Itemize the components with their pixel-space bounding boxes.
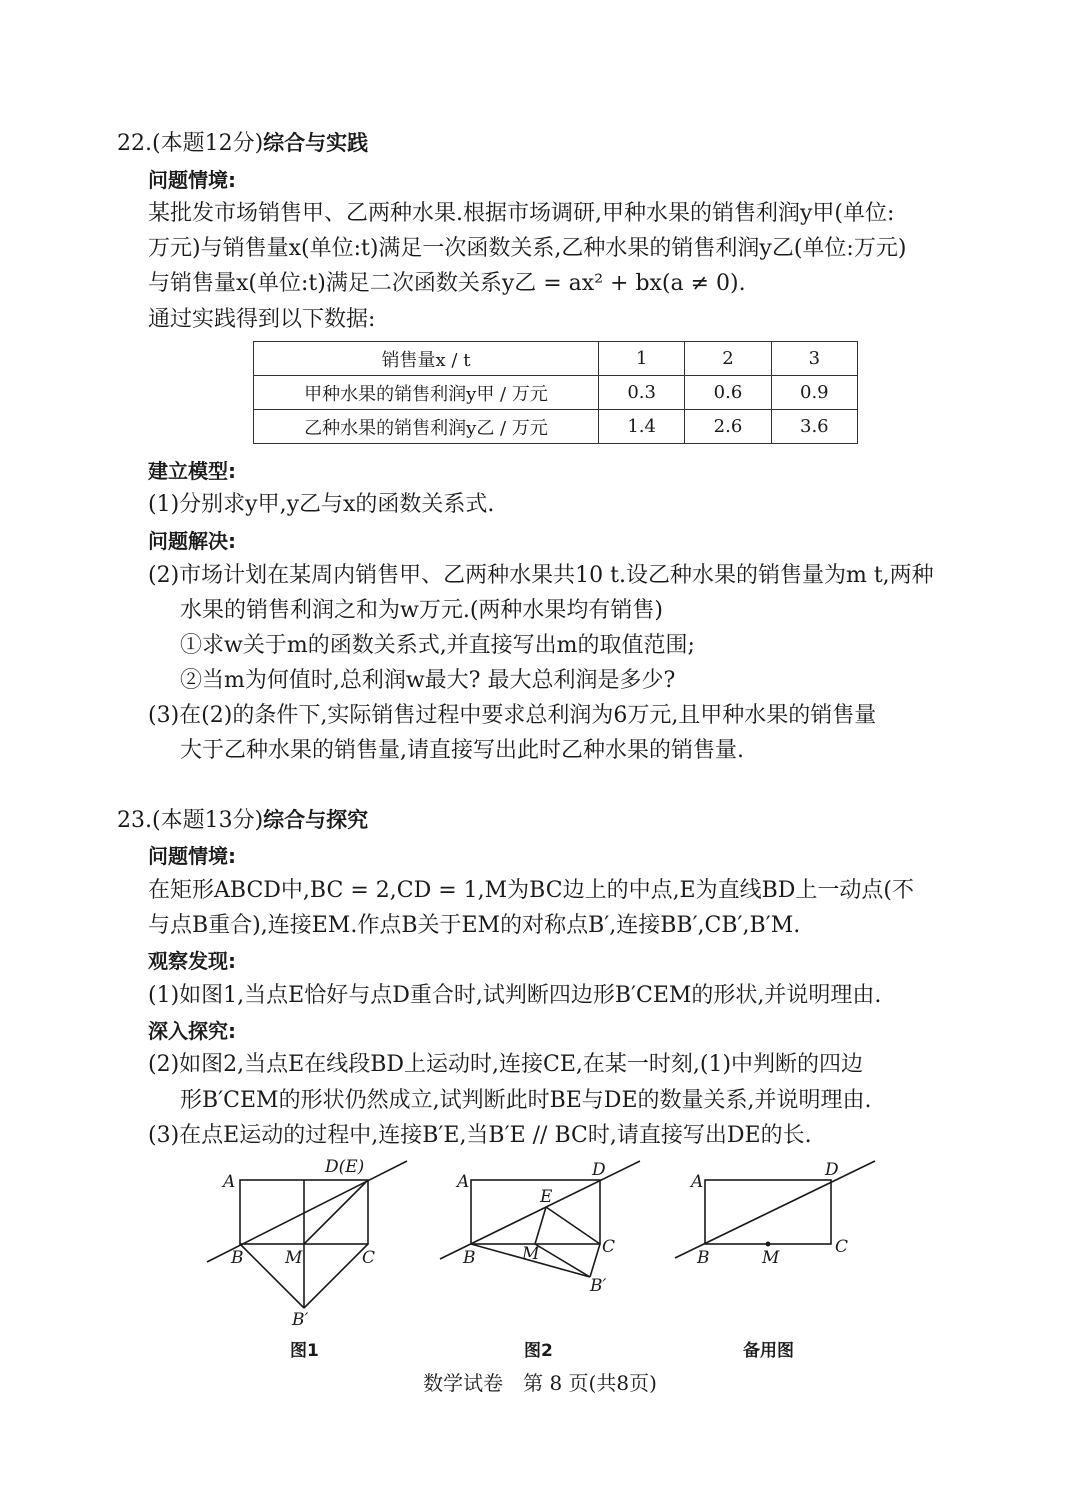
fig2-segment-em	[535, 1207, 546, 1244]
fig2-segment-cbp	[590, 1244, 600, 1277]
fig2-label-d: D	[592, 1160, 606, 1180]
q23-paragraph-1: 在矩形ABCD中,BC = 2,CD = 1,M为BC边上的中点,E为直线BD上一动点(不	[148, 878, 915, 903]
table-cell: 0.6	[685, 376, 771, 410]
q23-part-2-line-2: 形B′CEM的形状仍然成立,试判断此时BE与DE的数量关系,并说明理由.	[180, 1088, 872, 1113]
table-cell: 3.6	[771, 410, 857, 444]
table-row	[254, 342, 858, 376]
figure-3-caption: 备用图	[743, 1341, 794, 1361]
table-cell: 2	[685, 342, 771, 376]
page-footer: 数学试卷 第 8 页(共8页)	[423, 1371, 657, 1395]
q23-section-observe: 观察发现:	[148, 949, 236, 973]
figure-1-diagram	[207, 1161, 407, 1308]
q23-title: 综合与探究	[263, 808, 369, 832]
fig1-line-bd	[207, 1161, 407, 1262]
q22-part-2-line-2: 水果的销售利润之和为w万元.(两种水果均有销售)	[180, 598, 663, 623]
q22-part-1: (1)分别求y甲,y乙与x的函数关系式.	[148, 492, 495, 517]
q22-part-2-sub-1: ①求w关于m的函数关系式,并直接写出m的取值范围;	[180, 633, 695, 658]
fig1-label-m: M	[285, 1248, 303, 1268]
fig1-label-bprime: B′	[292, 1310, 309, 1330]
table-cell: 1.4	[599, 410, 685, 444]
q22-part-2-line-1: (2)市场计划在某周内销售甲、乙两种水果共10 t.设乙种水果的销售量为m t,两种	[148, 563, 934, 588]
q22-part-3-line-1: (3)在(2)的条件下,实际销售过程中要求总利润为6万元,且甲种水果的销售量	[148, 703, 877, 728]
q23-number: 23.(本题13分)	[117, 808, 264, 833]
fig3-label-d: D	[825, 1160, 839, 1180]
table-row	[254, 376, 858, 410]
q23-paragraph-2: 与点B重合),连接EM.作点B关于EM的对称点B′,连接BB′,CB′,B′M.	[148, 913, 801, 938]
q22-data-table	[253, 341, 858, 444]
figure-1-caption: 图1	[290, 1341, 319, 1361]
q22-part-3-line-2: 大于乙种水果的销售量,请直接写出此时乙种水果的销售量.	[180, 738, 744, 763]
table-cell: 甲种水果的销售利润y甲 / 万元	[254, 376, 599, 410]
table-cell: 0.3	[599, 376, 685, 410]
table-row	[254, 410, 858, 444]
fig1-segment-md	[304, 1180, 368, 1244]
fig2-label-c: C	[602, 1237, 616, 1257]
table-cell: 3	[771, 342, 857, 376]
fig2-segment-mbp	[535, 1244, 590, 1277]
q23-section-explore: 深入探究:	[148, 1019, 236, 1043]
fig2-segment-ec	[546, 1207, 600, 1244]
table-cell: 乙种水果的销售利润y乙 / 万元	[254, 410, 599, 444]
q22-paragraph-4: 通过实践得到以下数据:	[148, 307, 376, 332]
q22-section-solve: 问题解决:	[148, 529, 236, 553]
fig3-point-m	[766, 1242, 771, 1247]
fig1-label-de: D(E)	[325, 1157, 365, 1177]
table-cell: 2.6	[685, 410, 771, 444]
fig2-label-b: B	[463, 1248, 476, 1268]
figure-2-caption: 图2	[524, 1341, 553, 1361]
q22-paragraph-1: 某批发市场销售甲、乙两种水果.根据市场调研,甲种水果的销售利润y甲(单位:	[148, 201, 895, 226]
table-cell: 0.9	[771, 376, 857, 410]
q22-number: 22.(本题12分)	[117, 131, 264, 156]
fig1-segment-cbp	[304, 1244, 368, 1308]
fig3-label-c: C	[835, 1237, 849, 1257]
q23-section-situation: 问题情境:	[148, 844, 236, 868]
fig3-label-a: A	[691, 1172, 704, 1192]
q22-part-2-sub-2: ②当m为何值时,总利润w最大? 最大总利润是多少?	[180, 668, 676, 693]
q23-part-1: (1)如图1,当点E恰好与点D重合时,试判断四边形B′CEM的形状,并说明理由.	[148, 983, 882, 1008]
q22-section-situation: 问题情境:	[148, 168, 236, 192]
q22-heading	[117, 128, 368, 159]
q22-paragraph-3: 与销售量x(单位:t)满足二次函数关系y乙 = ax² + bx(a ≠ 0).	[148, 271, 746, 296]
fig3-label-b: B	[697, 1248, 710, 1268]
q22-section-model: 建立模型:	[148, 459, 236, 483]
q23-heading	[117, 805, 368, 836]
fig2-label-a: A	[457, 1172, 470, 1192]
fig1-label-c: C	[362, 1248, 376, 1268]
q23-part-2-line-1: (2)如图2,当点E在线段BD上运动时,连接CE,在某一时刻,(1)中判断的四边	[148, 1052, 864, 1077]
fig3-label-m: M	[762, 1248, 780, 1268]
table-cell: 1	[599, 342, 685, 376]
fig1-label-a: A	[223, 1172, 236, 1192]
fig1-label-b: B	[231, 1248, 244, 1268]
q22-title: 综合与实践	[263, 131, 369, 155]
fig2-label-m: M	[522, 1244, 540, 1264]
q22-paragraph-2: 万元)与销售量x(单位:t)满足一次函数关系,乙种水果的销售利润y乙(单位:万元)	[148, 236, 907, 261]
fig2-label-bprime: B′	[590, 1276, 607, 1296]
q23-part-3: (3)在点E运动的过程中,连接B′E,当B′E // BC时,请直接写出DE的长.	[148, 1123, 812, 1148]
figures-group	[195, 1155, 915, 1335]
fig2-label-e: E	[540, 1187, 553, 1207]
table-cell: 销售量x / t	[254, 342, 599, 376]
